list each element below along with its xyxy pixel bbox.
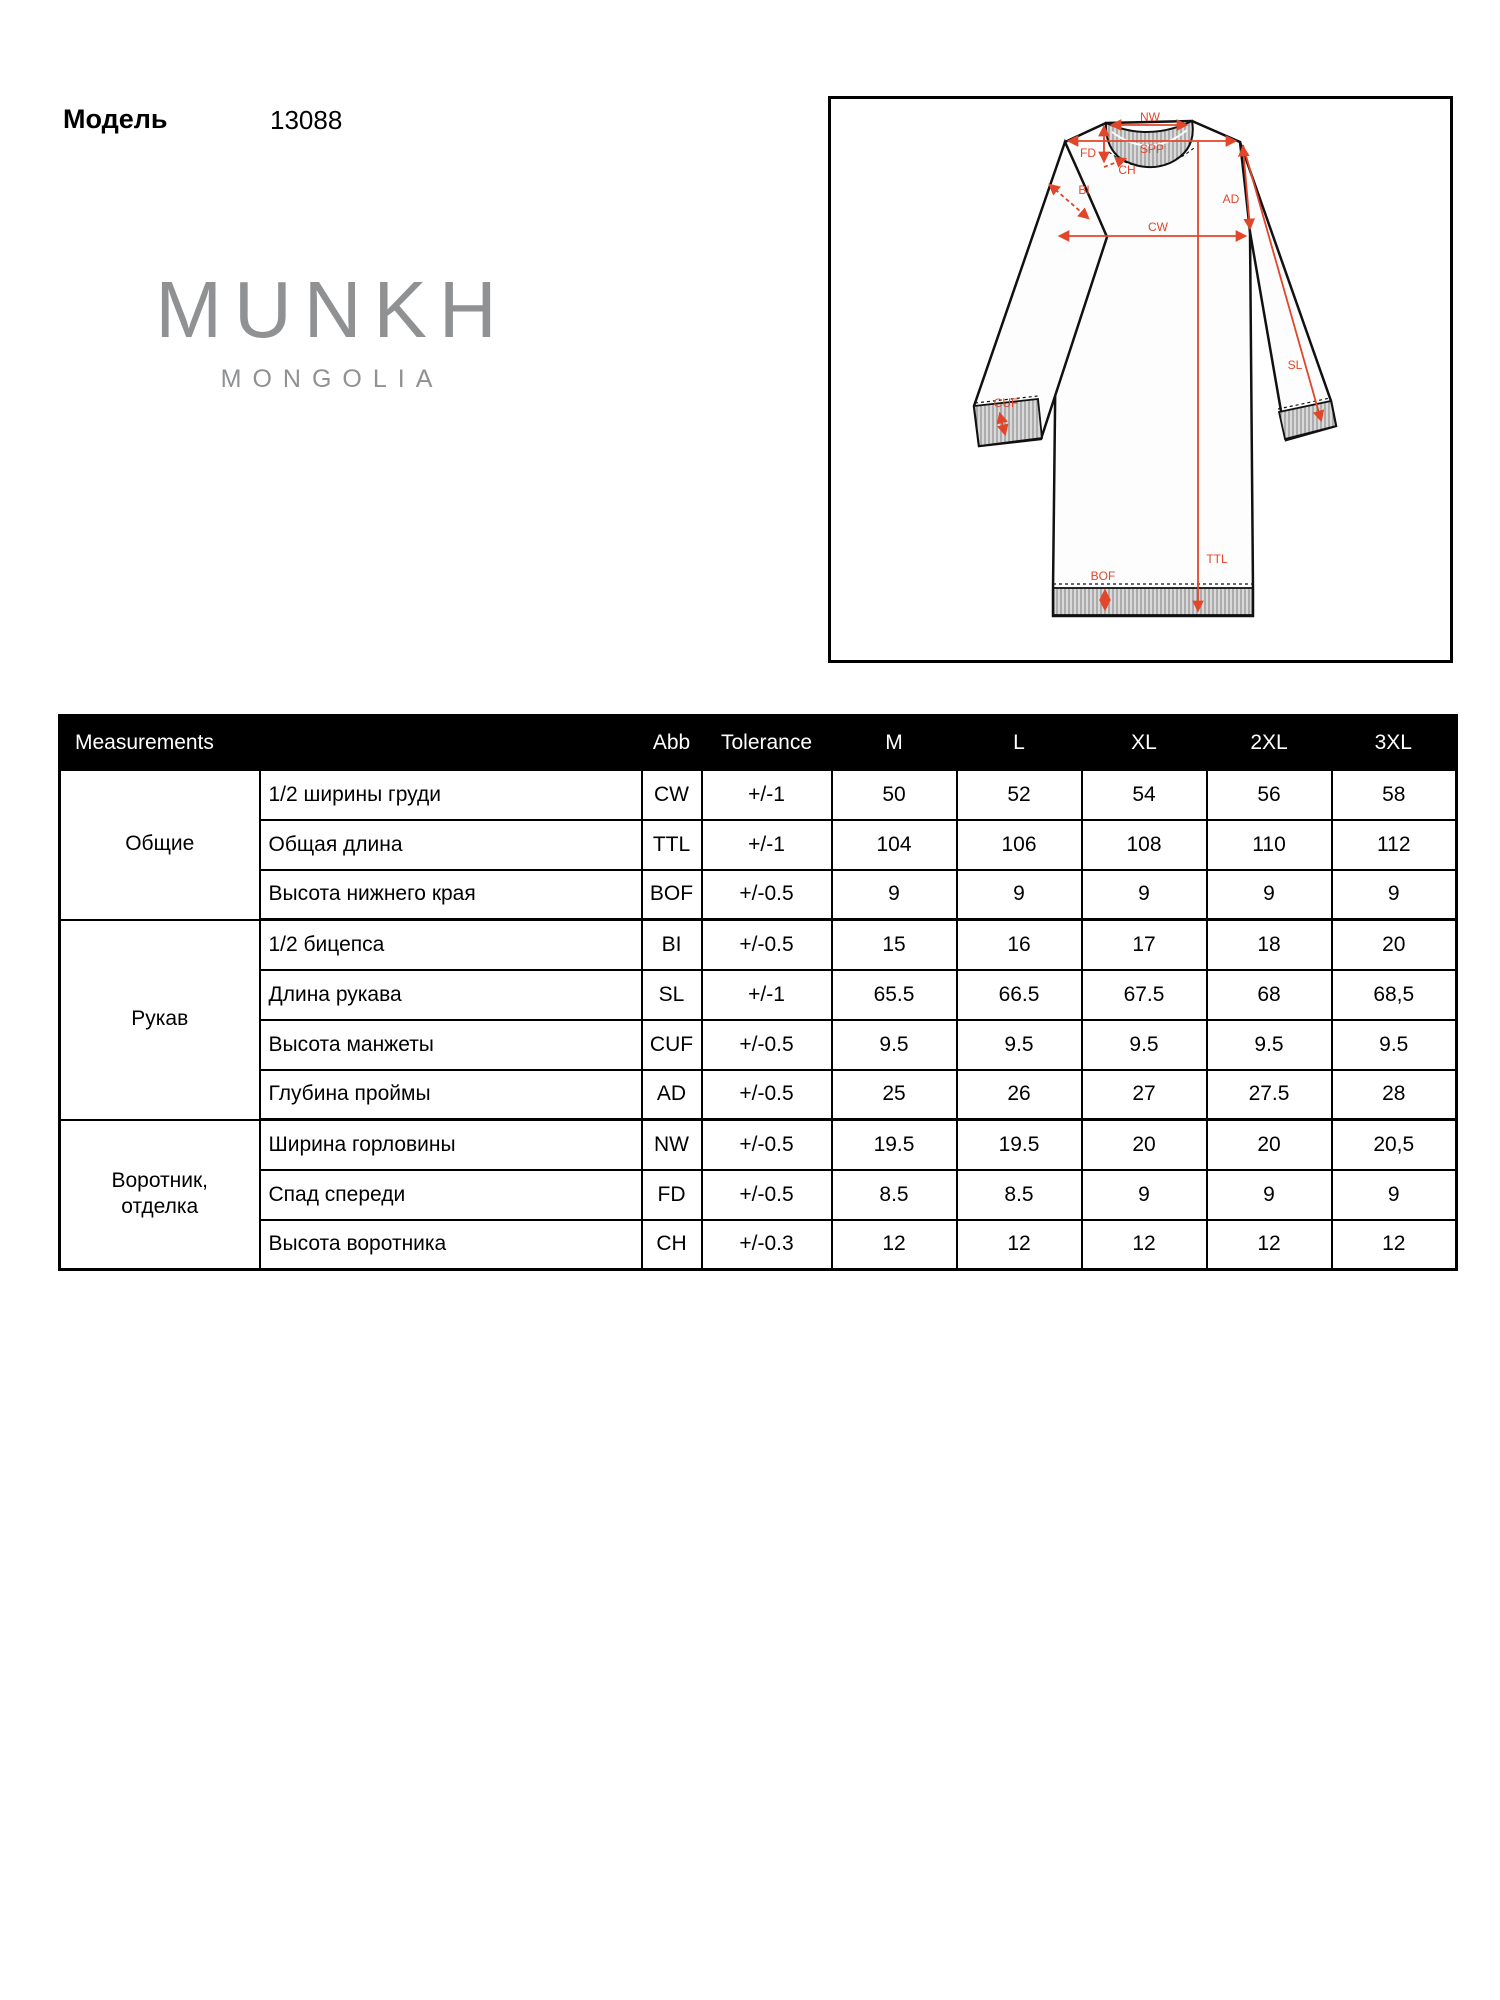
size-value: 66.5: [957, 970, 1082, 1020]
header-tolerance: Tolerance: [702, 716, 832, 770]
size-value: 112: [1332, 820, 1457, 870]
size-value: 19.5: [957, 1120, 1082, 1170]
bof-label: BOF: [1090, 569, 1116, 583]
measurement-name: 1/2 ширины груди: [260, 770, 642, 820]
group-label: Воротник, отделка: [60, 1120, 260, 1270]
measurement-abb: SL: [642, 970, 702, 1020]
size-value: 58: [1332, 770, 1457, 820]
measurement-name: Общая длина: [260, 820, 642, 870]
measurement-name: Длина рукава: [260, 970, 642, 1020]
measurement-name: Высота воротника: [260, 1220, 642, 1270]
group-label: Рукав: [60, 920, 260, 1120]
size-value: 12: [1082, 1220, 1207, 1270]
table-row: [60, 1020, 1457, 1070]
cuf-label: CUF: [993, 396, 1019, 410]
table-row: [60, 770, 1457, 820]
size-value: 50: [832, 770, 957, 820]
size-value: 104: [832, 820, 957, 870]
size-value: 9.5: [1332, 1020, 1457, 1070]
measurement-tolerance: +/-1: [702, 970, 832, 1020]
size-value: 108: [1082, 820, 1207, 870]
size-value: 28: [1332, 1070, 1457, 1120]
sl-label: SL: [1287, 358, 1303, 372]
header-size-m: M: [832, 716, 957, 770]
brand-name: MUNKH: [155, 265, 509, 354]
brand-logo: [57, 265, 607, 393]
size-value: 8.5: [832, 1170, 957, 1220]
measurement-tolerance: +/-0.5: [702, 1070, 832, 1120]
measurement-abb: TTL: [642, 820, 702, 870]
fd-label: FD: [1080, 146, 1096, 160]
table-row: [60, 1220, 1457, 1270]
size-value: 15: [832, 920, 957, 970]
size-value: 54: [1082, 770, 1207, 820]
measurement-abb: CH: [642, 1220, 702, 1270]
measurement-tolerance: +/-0.5: [702, 920, 832, 970]
measurement-abb: FD: [642, 1170, 702, 1220]
measurement-name: Высота нижнего края: [260, 870, 642, 920]
measurement-tolerance: +/-1: [702, 820, 832, 870]
size-value: 68,5: [1332, 970, 1457, 1020]
size-value: 110: [1207, 820, 1332, 870]
spp-label: SPP: [1139, 142, 1165, 156]
header-size-2xl: 2XL: [1207, 716, 1332, 770]
size-value: 25: [832, 1070, 957, 1120]
measurement-tolerance: +/-0.5: [702, 870, 832, 920]
size-value: 9: [957, 870, 1082, 920]
size-value: 20: [1332, 920, 1457, 970]
header-size-xl: XL: [1082, 716, 1207, 770]
size-value: 27: [1082, 1070, 1207, 1120]
size-value: 8.5: [957, 1170, 1082, 1220]
size-value: 26: [957, 1070, 1082, 1120]
size-value: 12: [1207, 1220, 1332, 1270]
measurement-tolerance: +/-0.5: [702, 1120, 832, 1170]
measurement-tolerance: +/-1: [702, 770, 832, 820]
table-row: [60, 1120, 1457, 1170]
table-row: [60, 870, 1457, 920]
size-value: 9: [1332, 1170, 1457, 1220]
measurement-name: Глубина проймы: [260, 1070, 642, 1120]
table-row: [60, 1070, 1457, 1120]
garment-diagram: [828, 96, 1453, 663]
measurement-name: Ширина горловины: [260, 1120, 642, 1170]
size-value: 106: [957, 820, 1082, 870]
size-value: 20: [1207, 1120, 1332, 1170]
header-size-3xl: 3XL: [1332, 716, 1457, 770]
size-value: 27.5: [1207, 1070, 1332, 1120]
measurement-abb: CUF: [642, 1020, 702, 1070]
model-number: 13088: [270, 105, 343, 135]
measurement-tolerance: +/-0.3: [702, 1220, 832, 1270]
header-measurements: Measurements: [60, 716, 642, 770]
brand-subtitle: MONGOLIA: [220, 365, 444, 393]
cw-label: CW: [1148, 220, 1168, 234]
size-value: 20: [1082, 1120, 1207, 1170]
ttl-label: TTL: [1206, 552, 1228, 566]
measurement-abb: CW: [642, 770, 702, 820]
size-value: 9: [1082, 1170, 1207, 1220]
ch-label: CH: [1118, 163, 1136, 177]
measurement-name: Высота манжеты: [260, 1020, 642, 1070]
measurement-tolerance: +/-0.5: [702, 1170, 832, 1220]
measurement-abb: BI: [642, 920, 702, 970]
size-value: 9: [1207, 1170, 1332, 1220]
measurement-tolerance: +/-0.5: [702, 1020, 832, 1070]
size-value: 12: [957, 1220, 1082, 1270]
table-header-row: [60, 716, 1457, 770]
size-value: 9: [1332, 870, 1457, 920]
size-value: 20,5: [1332, 1120, 1457, 1170]
measurements-table: [58, 714, 1458, 1271]
size-value: 9.5: [1082, 1020, 1207, 1070]
size-value: 68: [1207, 970, 1332, 1020]
size-value: 56: [1207, 770, 1332, 820]
model-label: Модель: [63, 104, 168, 134]
size-value: 12: [1332, 1220, 1457, 1270]
size-value: 52: [957, 770, 1082, 820]
size-value: 9.5: [1207, 1020, 1332, 1070]
header-abb: Abb: [642, 716, 702, 770]
size-value: 9.5: [957, 1020, 1082, 1070]
nw-label: NW: [1140, 110, 1160, 124]
table-row: [60, 970, 1457, 1020]
size-value: 17: [1082, 920, 1207, 970]
table-row: [60, 1170, 1457, 1220]
measurements-table-body: [60, 770, 1457, 1270]
size-value: 67.5: [1082, 970, 1207, 1020]
size-value: 18: [1207, 920, 1332, 970]
hem-rib: [1054, 588, 1253, 615]
measurement-abb: NW: [642, 1120, 702, 1170]
size-value: 9.5: [832, 1020, 957, 1070]
measurement-name: 1/2 бицепса: [260, 920, 642, 970]
measurement-abb: AD: [642, 1070, 702, 1120]
size-value: 65.5: [832, 970, 957, 1020]
ad-label: AD: [1222, 192, 1240, 206]
size-value: 9: [1207, 870, 1332, 920]
size-value: 12: [832, 1220, 957, 1270]
size-value: 16: [957, 920, 1082, 970]
size-value: 9: [832, 870, 957, 920]
size-value: 19.5: [832, 1120, 957, 1170]
measurement-name: Спад спереди: [260, 1170, 642, 1220]
measurement-abb: BOF: [642, 870, 702, 920]
table-row: [60, 920, 1457, 970]
table-row: [60, 820, 1457, 870]
size-value: 9: [1082, 870, 1207, 920]
header-size-l: L: [957, 716, 1082, 770]
bi-label: BI: [1078, 183, 1090, 197]
group-label: Общие: [60, 770, 260, 920]
